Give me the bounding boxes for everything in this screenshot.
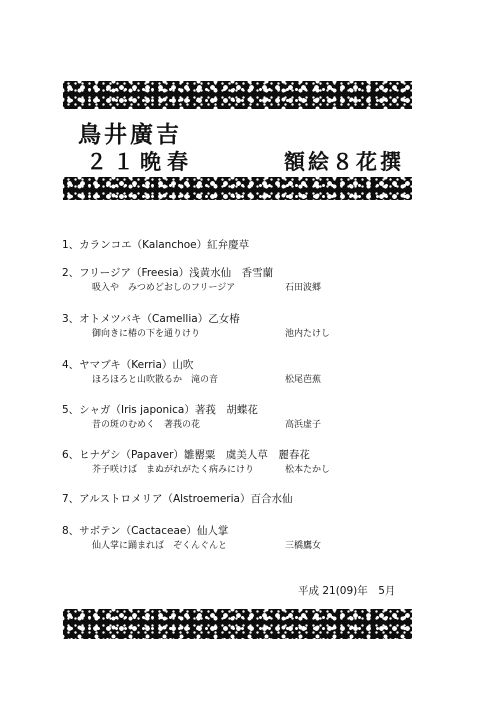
floral-band-bottom	[63, 609, 412, 639]
poet-name: 松尾芭蕉	[285, 375, 322, 385]
flower-title: 7、アルストロメリア（Alstroemeria）百合水仙	[62, 493, 293, 505]
floral-band-middle	[63, 177, 412, 200]
flower-title: 8、サボテン（Cactaceae）仙人掌	[62, 525, 229, 537]
flower-title: 1、カランコエ（Kalanchoe）紅弁慶草	[62, 239, 250, 251]
haiku-text: 昔の斑のむめく 著莪の花	[92, 420, 201, 430]
flower-title: 4、ヤマブキ（Kerria）山吹	[62, 359, 194, 371]
haiku-text: 芥子咲けば まぬがれがたく病みにけり	[92, 465, 255, 475]
poet-name: 石田波郷	[285, 283, 322, 293]
list-item	[62, 266, 432, 295]
haiku-text: ほろほろと山吹散るか 滝の音	[92, 375, 219, 385]
flower-title: 2、フリージア（Freesia）浅黄水仙 香雪蘭	[62, 267, 274, 279]
collection-title: 額絵８花撰	[284, 149, 404, 174]
haiku-text: 吸入や みつめどおしのフリージア	[92, 283, 236, 293]
floral-band-top	[63, 81, 412, 109]
list-item	[62, 448, 432, 477]
list-item	[62, 403, 432, 432]
author-name: 鳥井廣吉	[78, 121, 182, 148]
poet-name: 高浜虚子	[285, 420, 322, 430]
haiku-text: 御向きに椿の下を通りけり	[92, 329, 201, 339]
flower-title: 3、オトメツバキ（Camellia）乙女椿	[62, 313, 240, 325]
flower-title: 5、シャガ（Iris japonica）著莪 胡蝶花	[62, 404, 258, 416]
date-footer: 平成 21(09)年 5月	[298, 585, 396, 597]
list-item	[62, 524, 432, 553]
list-item	[62, 238, 432, 252]
list-item	[62, 312, 432, 341]
haiku-text: 仙人掌に踊まれば ぞくんぐんと	[92, 541, 228, 551]
poet-name: 松本たかし	[285, 465, 331, 475]
poet-name: 池内たけし	[285, 329, 331, 339]
list-item	[62, 358, 432, 387]
flower-title: 6、ヒナゲシ（Papaver）雛罌粟 虞美人草 麗春花	[62, 449, 310, 461]
season-heading: ２１晩春	[86, 149, 194, 174]
list-item	[62, 492, 432, 506]
poet-name: 三橋鷹女	[285, 541, 322, 551]
